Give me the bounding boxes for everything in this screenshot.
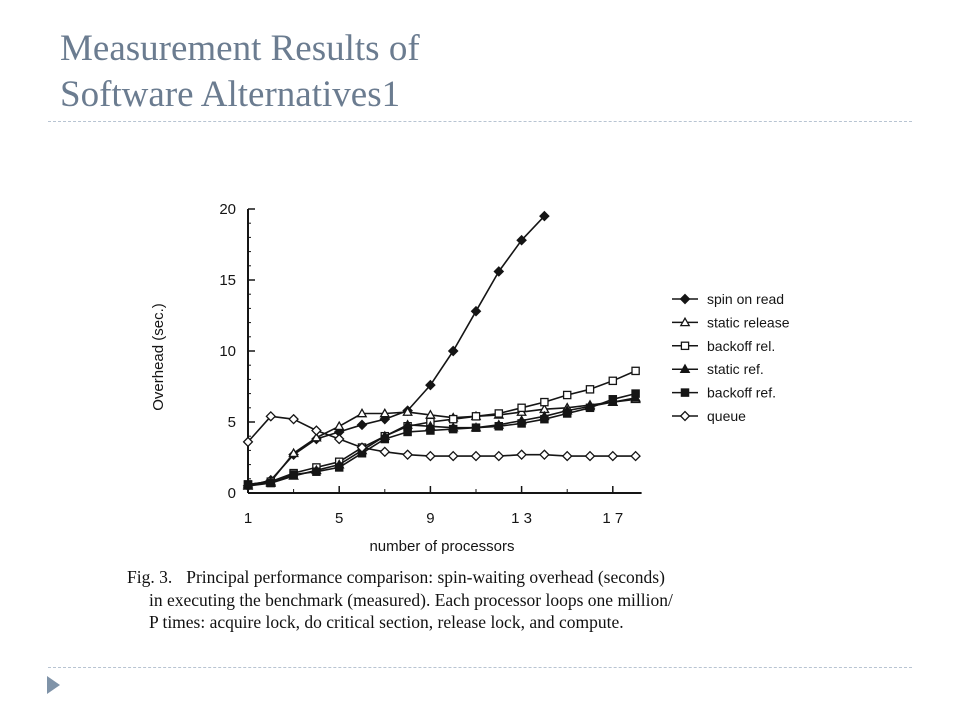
legend-label: static ref. — [707, 361, 764, 378]
data-point — [289, 415, 298, 424]
legend-item — [672, 291, 784, 307]
series-static-ref — [244, 394, 640, 489]
legend-label: backoff ref. — [707, 384, 777, 401]
data-point — [563, 452, 572, 461]
data-point — [404, 428, 411, 435]
data-point — [336, 464, 343, 471]
x-tick-label: 1 — [243, 510, 253, 527]
figure-caption — [127, 566, 867, 634]
series-backoff-ref — [244, 390, 639, 488]
data-point — [517, 450, 526, 459]
data-point — [518, 404, 525, 411]
legend-label: spin on read — [707, 291, 785, 307]
data-point — [586, 404, 593, 411]
data-point — [244, 481, 251, 488]
data-point — [564, 391, 571, 398]
data-point — [541, 399, 548, 406]
data-point — [335, 422, 343, 429]
data-point — [564, 410, 571, 417]
caption-figure-label: Fig. 3. — [127, 567, 173, 587]
data-point — [290, 471, 297, 478]
legend-label: backoff rel. — [707, 337, 776, 354]
y-axis-label: Overhead (sec.) — [150, 303, 167, 411]
legend-marker — [681, 389, 688, 396]
legend-item — [672, 385, 776, 401]
x-tick-label: 5 — [335, 510, 344, 527]
data-point — [518, 420, 525, 427]
legend-label: queue — [707, 408, 746, 424]
data-point — [449, 347, 458, 356]
data-point — [381, 435, 388, 442]
data-point — [540, 450, 549, 459]
data-point — [427, 427, 434, 434]
x-tick-label: 1 7 — [602, 510, 624, 527]
data-point — [472, 413, 479, 420]
data-point — [449, 452, 458, 461]
footer-divider — [48, 667, 912, 668]
slide-title-line-1: Measurement Results of — [60, 28, 420, 69]
slide-title-line-2: Software Alternatives1 — [60, 74, 401, 115]
data-point — [494, 452, 503, 461]
data-point — [472, 452, 481, 461]
y-tick-label: 20 — [219, 201, 236, 218]
x-axis-label: number of processors — [369, 538, 515, 555]
data-point — [609, 396, 616, 403]
y-tick-label: 0 — [227, 485, 236, 502]
y-tick-label: 10 — [219, 343, 236, 360]
legend-marker — [681, 295, 690, 304]
data-point — [450, 426, 457, 433]
data-point — [450, 416, 457, 423]
data-point — [586, 386, 593, 393]
legend-marker — [681, 412, 690, 421]
legend-item — [672, 408, 746, 424]
data-point — [541, 416, 548, 423]
data-point — [608, 452, 617, 461]
caption-line-3: P times: acquire lock, do critical section, release lock, and compute. — [149, 612, 624, 632]
series-spin-on-read — [244, 212, 549, 491]
data-point — [426, 452, 435, 461]
data-point — [380, 447, 389, 456]
legend-item — [672, 361, 764, 377]
caption-line-1: Principal performance comparison: spin-waiting overhead (seconds) — [186, 567, 665, 587]
data-point — [472, 307, 481, 316]
data-point — [312, 426, 321, 435]
data-point — [495, 410, 502, 417]
legend-item — [672, 314, 790, 330]
x-tick-label: 1 3 — [511, 510, 533, 527]
series-line — [248, 399, 636, 484]
bullet-arrow-icon — [47, 676, 60, 694]
legend-item — [672, 338, 775, 354]
series-line — [248, 216, 544, 486]
series-queue — [244, 412, 640, 461]
data-point — [267, 479, 274, 486]
data-point — [632, 367, 639, 374]
data-point — [632, 390, 639, 397]
data-point — [472, 424, 479, 431]
data-point — [403, 450, 412, 459]
chart-legend — [672, 291, 790, 424]
legend-label: static release — [707, 314, 790, 331]
legend-marker — [681, 342, 688, 349]
caption-line-2: in executing the benchmark (measured). Each processor loops one million/ — [149, 589, 673, 610]
series-line — [248, 416, 636, 456]
y-tick-label: 5 — [227, 414, 236, 431]
data-point — [358, 420, 367, 429]
data-point — [586, 452, 595, 461]
data-point — [335, 435, 344, 444]
y-tick-label: 15 — [219, 272, 236, 289]
data-point — [313, 468, 320, 475]
data-point — [631, 452, 640, 461]
x-tick-label: 9 — [426, 510, 435, 527]
data-point — [495, 423, 502, 430]
data-point — [609, 377, 616, 384]
